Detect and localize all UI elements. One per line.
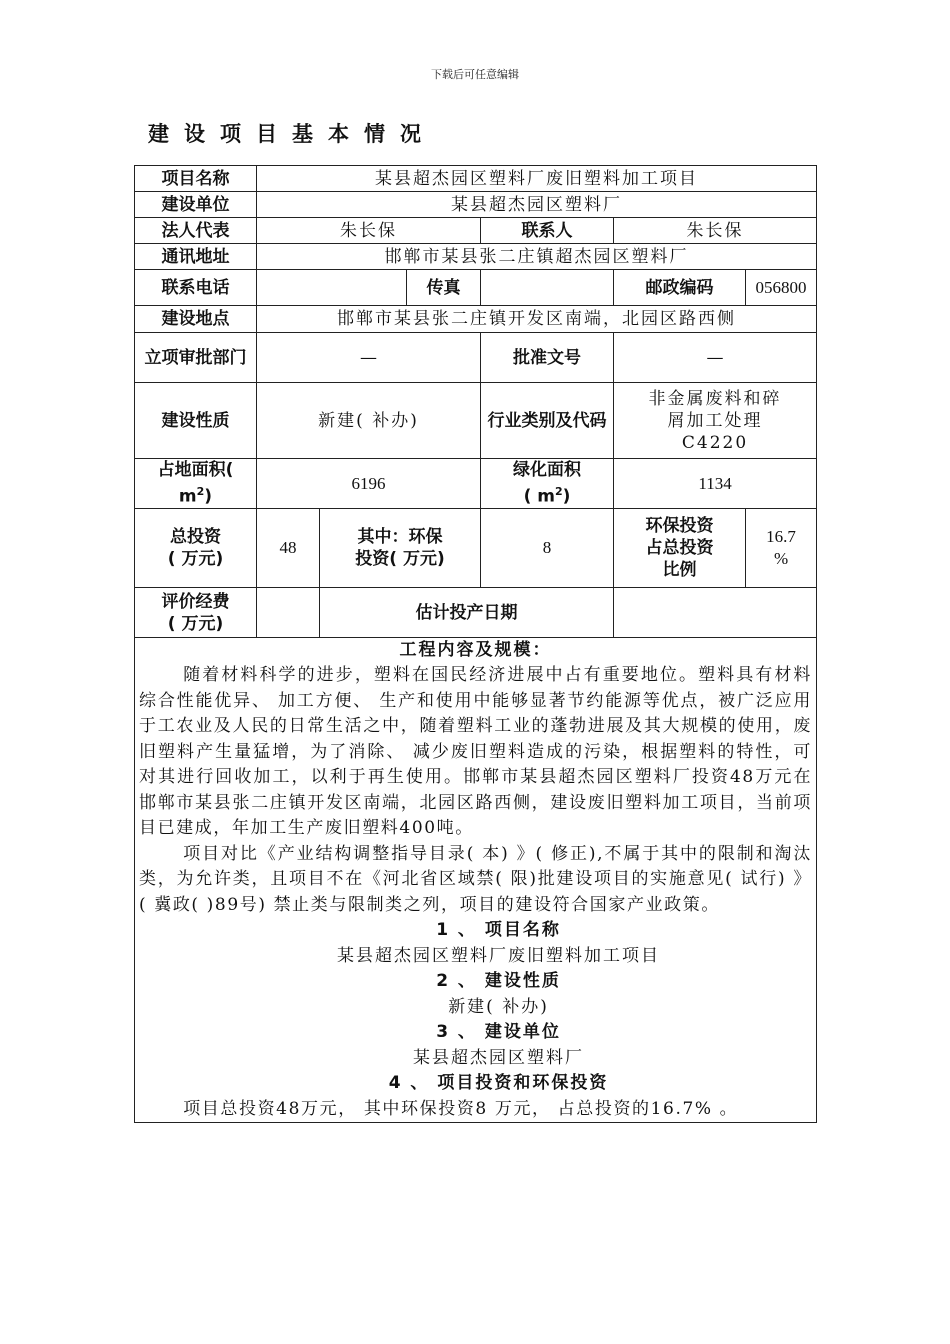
label-legal-rep: 法人代表 <box>135 218 257 244</box>
label-total-invest-1: 总投资 <box>170 527 221 547</box>
value-legal-rep: 朱长保 <box>257 218 481 244</box>
label-area-sup: 2 <box>196 485 205 499</box>
label-green-close: ) <box>562 486 571 507</box>
row-approval <box>135 333 817 383</box>
value-approval-dept: — <box>257 333 481 383</box>
label-nature: 建设性质 <box>135 383 257 459</box>
industry-line-1: 非金属废料和碎 <box>648 388 782 409</box>
project-description <box>135 638 817 1123</box>
label-approval-dept: 立项审批部门 <box>135 333 257 383</box>
row-phone <box>135 270 817 306</box>
item-1-heading: 1 、 项目名称 <box>436 920 561 940</box>
item-1-value: 某县超杰园区塑料厂废旧塑料加工项目 <box>337 945 661 966</box>
label-green-sup: 2 <box>554 485 563 499</box>
label-green-unit: ( m <box>523 486 555 507</box>
value-area: 6196 <box>257 459 481 509</box>
label-env-ratio <box>614 509 746 588</box>
label-total-invest-2: ( 万元) <box>167 549 224 569</box>
value-eval-fee <box>257 588 320 638</box>
row-description <box>135 638 817 1123</box>
value-contact-person: 朱长保 <box>614 218 817 244</box>
description-para-1: 随着材料科学的进步，塑料在国民经济进展中占有重要地位。塑料具有材料综合性能优异、 加工方便、 生产和使用中能够显著节约能源等优点，被广泛应用于工农业及人民的日常生活之中，随着塑料工业的蓬勃进展及其大规模的使用，废旧塑料产生量猛增，为了消除、 减少废旧塑料造成的污染，根据塑料的特性，可对其进行回收加工，以利于再生使用。邯郸市某县超杰园区塑料厂投资48万元在邯郸市某县张二庄镇开发区南端，北园区路西侧，建设废旧塑料加工项目，当前项目已建成，年加工生产废旧塑料400吨。 <box>139 665 813 838</box>
item-4-heading: 4 、 项目投资和环保投资 <box>388 1073 609 1093</box>
value-green: 1134 <box>614 459 817 509</box>
label-postcode: 邮政编码 <box>614 270 746 306</box>
item-3-heading: 3 、 建设单位 <box>436 1022 561 1042</box>
value-fax <box>481 270 614 306</box>
row-nature <box>135 383 817 459</box>
value-nature: 新建( 补办) <box>257 383 481 459</box>
value-builder: 某县超杰园区塑料厂 <box>257 192 817 218</box>
value-postcode: 056800 <box>746 270 817 306</box>
value-total-invest: 48 <box>257 509 320 588</box>
label-contact-person: 联系人 <box>481 218 614 244</box>
value-env-ratio <box>746 509 817 588</box>
header-note: 下载后可任意编辑 <box>431 68 519 81</box>
label-phone: 联系电话 <box>135 270 257 306</box>
label-address: 通讯地址 <box>135 244 257 270</box>
label-green-text: 绿化面积 <box>513 460 581 481</box>
label-area-text: 占地面积( <box>157 460 234 481</box>
value-approval-doc: — <box>614 333 817 383</box>
value-env-ratio-number: 16.7 <box>766 527 796 546</box>
label-eval-fee-2: ( 万元) <box>167 613 224 634</box>
label-site: 建设地点 <box>135 306 257 333</box>
value-start-date <box>614 588 817 638</box>
value-phone <box>257 270 407 306</box>
item-2-heading: 2 、 建设性质 <box>436 971 561 991</box>
value-project-name: 某县超杰园区塑料厂废旧塑料加工项目 <box>257 166 817 192</box>
label-env-ratio-2: 占总投资 <box>645 538 714 558</box>
item-2-value: 新建( 补办) <box>448 996 549 1017</box>
label-area-unit: m <box>178 486 197 507</box>
industry-line-2: 屑加工处理 <box>667 410 763 431</box>
label-env-invest-1: 其中：环保 <box>357 527 443 547</box>
value-site: 邯郸市某县张二庄镇开发区南端，北园区路西侧 <box>257 306 817 333</box>
label-industry: 行业类别及代码 <box>481 383 614 459</box>
description-para-3: 项目总投资48万元， 其中环保投资8 万元， 占总投资的16.7% 。 <box>183 1098 739 1119</box>
label-eval-fee-1: 评价经费 <box>161 591 230 612</box>
value-industry <box>614 383 817 459</box>
label-env-ratio-1: 环保投资 <box>645 516 714 536</box>
label-env-invest-2: 投资( 万元) <box>355 549 445 569</box>
label-green <box>481 459 614 509</box>
project-info-table <box>134 165 817 1123</box>
label-total-invest <box>135 509 257 588</box>
row-legal-rep <box>135 218 817 244</box>
label-area-close: ) <box>204 486 213 507</box>
label-env-invest <box>320 509 481 588</box>
value-address: 邯郸市某县张二庄镇超杰园区塑料厂 <box>257 244 817 270</box>
label-start-date: 估计投产日期 <box>320 588 614 638</box>
label-project-name: 项目名称 <box>135 166 257 192</box>
value-env-invest: 8 <box>481 509 614 588</box>
label-env-ratio-3: 比例 <box>662 560 697 580</box>
row-area <box>135 459 817 509</box>
description-heading: 工程内容及规模： <box>399 640 552 660</box>
label-fax: 传真 <box>407 270 481 306</box>
page-title: 建设项目基本情况 <box>148 122 436 146</box>
row-address <box>135 244 817 270</box>
value-env-ratio-percent: % <box>773 549 789 568</box>
row-project-name <box>135 166 817 192</box>
item-3-value: 某县超杰园区塑料厂 <box>413 1047 585 1068</box>
row-builder <box>135 192 817 218</box>
row-invest <box>135 509 817 588</box>
description-para-2: 项目对比《产业结构调整指导目录( 本) 》( 修正),不属于其中的限制和淘汰类，为允许类，且项目不在《河北省区域禁( 限)批建设项目的实施意见( 试行) 》( 冀政( )89号) 禁止类与限制类之列，项目的建设符合国家产业政策。 <box>139 843 813 915</box>
label-approval-doc: 批准文号 <box>481 333 614 383</box>
row-eval-fee <box>135 588 817 638</box>
label-eval-fee <box>135 588 257 638</box>
industry-code: C4220 <box>681 432 749 453</box>
row-site <box>135 306 817 333</box>
label-builder: 建设单位 <box>135 192 257 218</box>
label-area <box>135 459 257 509</box>
